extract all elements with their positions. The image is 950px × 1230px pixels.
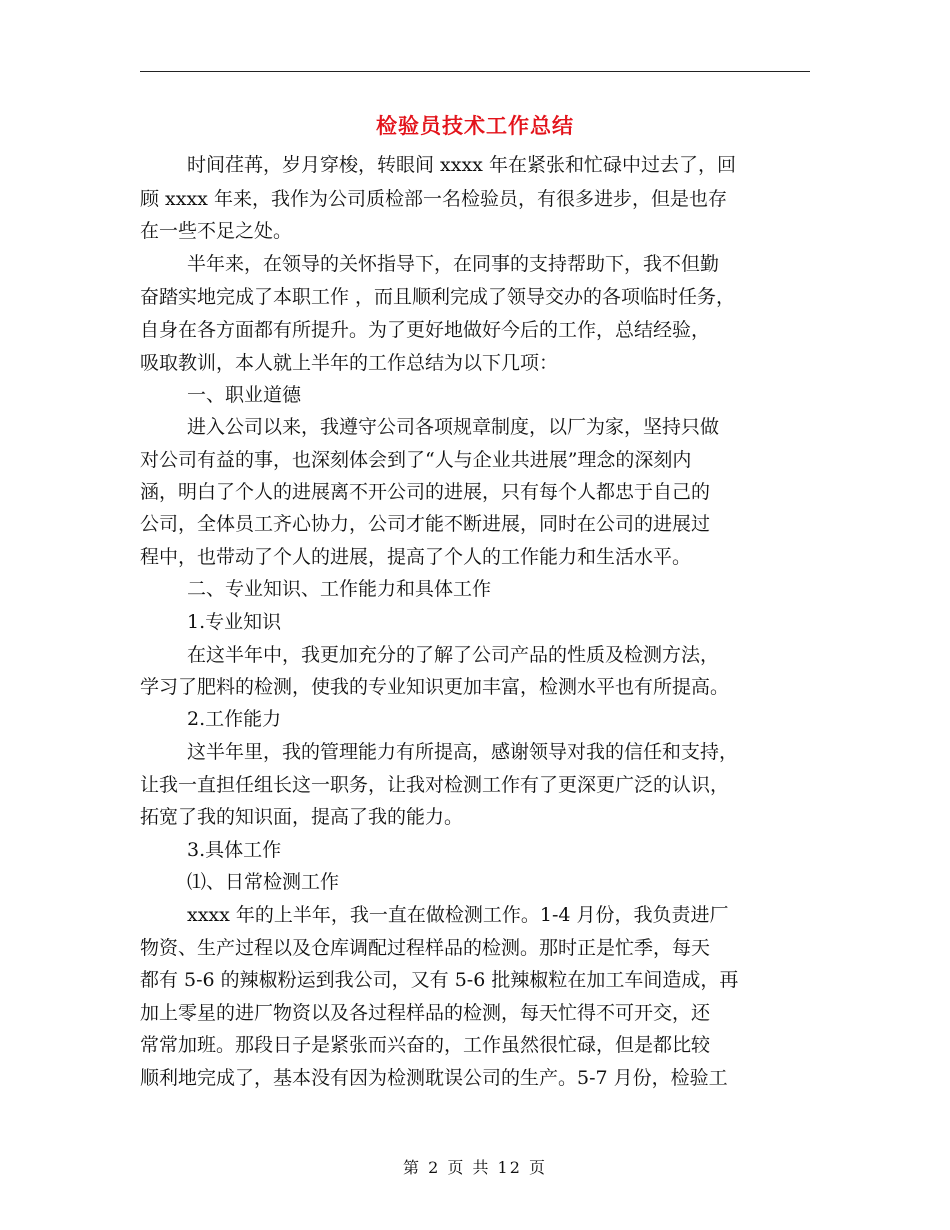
body-line: 对公司有益的事，也深刻体会到了“人与企业共进展”理念的深刻内 <box>140 449 692 471</box>
section-heading: 一、职业道德 <box>187 384 302 406</box>
body-line: 程中，也带动了个人的进展，提高了个人的工作能力和生活水平。 <box>140 546 692 568</box>
body-line: 都有 5-6 的辣椒粉运到我公司，又有 5-6 批辣椒粒在加工车间造成，再 <box>140 969 739 991</box>
subsection-heading: 1.专业知识 <box>187 611 282 633</box>
subsection-heading: ⑴、日常检测工作 <box>187 871 340 893</box>
body-line: 半年来，在领导的关怀指导下，在同事的支持帮助下，我不但勤 <box>187 253 720 275</box>
body-line: 加上零星的进厂物资以及各过程样品的检测，每天忙得不可开交，还 <box>140 1002 711 1024</box>
body-line: 顺利地完成了，基本没有因为检测耽误公司的生产。5-7 月份，检验工 <box>140 1067 728 1089</box>
body-line: 常常加班。那段日子是紧张而兴奋的，工作虽然很忙碌，但是都比较 <box>140 1034 711 1056</box>
section-heading: 二、专业知识、工作能力和具体工作 <box>187 578 492 600</box>
page-number-footer: 第 2 页 共 12 页 <box>403 1158 547 1177</box>
body-line: 让我一直担任组长这一职务，让我对检测工作有了更深更广泛的认识， <box>140 774 730 796</box>
body-line: 公司，全体员工齐心协力，公司才能不断进展，同时在公司的进展过 <box>140 513 711 535</box>
body-line: 自身在各方面都有所提升。为了更好地做好今后的工作，总结经验， <box>140 319 711 341</box>
body-line: 在这半年中，我更加充分的了解了公司产品的性质及检测方法， <box>187 644 720 666</box>
body-line: 物资、生产过程以及仓库调配过程样品的检测。那时正是忙季，每天 <box>140 937 711 959</box>
body-line: 时间荏苒，岁月穿梭，转眼间 xxxx 年在紧张和忙碌中过去了，回 <box>187 154 736 176</box>
body-line: 顾 xxxx 年来，我作为公司质检部一名检验员，有很多进步，但是也存 <box>140 188 727 210</box>
body-line: xxxx 年的上半年，我一直在做检测工作。1-4 月份，我负责进厂 <box>187 904 729 926</box>
body-line: 涵，明白了个人的进展离不开公司的进展，只有每个人都忠于自己的 <box>140 481 711 503</box>
subsection-heading: 2.工作能力 <box>187 708 282 730</box>
subsection-heading: 3.具体工作 <box>187 839 282 861</box>
document-title: 检验员技术工作总结 <box>376 113 574 138</box>
body-line: 在一些不足之处。 <box>140 220 293 242</box>
body-line: 奋踏实地完成了本职工作 ，而且顺利完成了领导交办的各项临时任务， <box>140 286 736 308</box>
header-rule <box>140 71 810 72</box>
body-line: 进入公司以来，我遵守公司各项规章制度，以厂为家，坚持只做 <box>187 416 720 438</box>
body-line: 这半年里，我的管理能力有所提高，感谢领导对我的信任和支持， <box>187 741 739 763</box>
body-line: 学习了肥料的检测，使我的专业知识更加丰富，检测水平也有所提高。 <box>140 676 730 698</box>
body-line: 拓宽了我的知识面，提高了我的能力。 <box>140 806 464 828</box>
body-line: 吸取教训，本人就上半年的工作总结为以下几项： <box>140 352 559 374</box>
